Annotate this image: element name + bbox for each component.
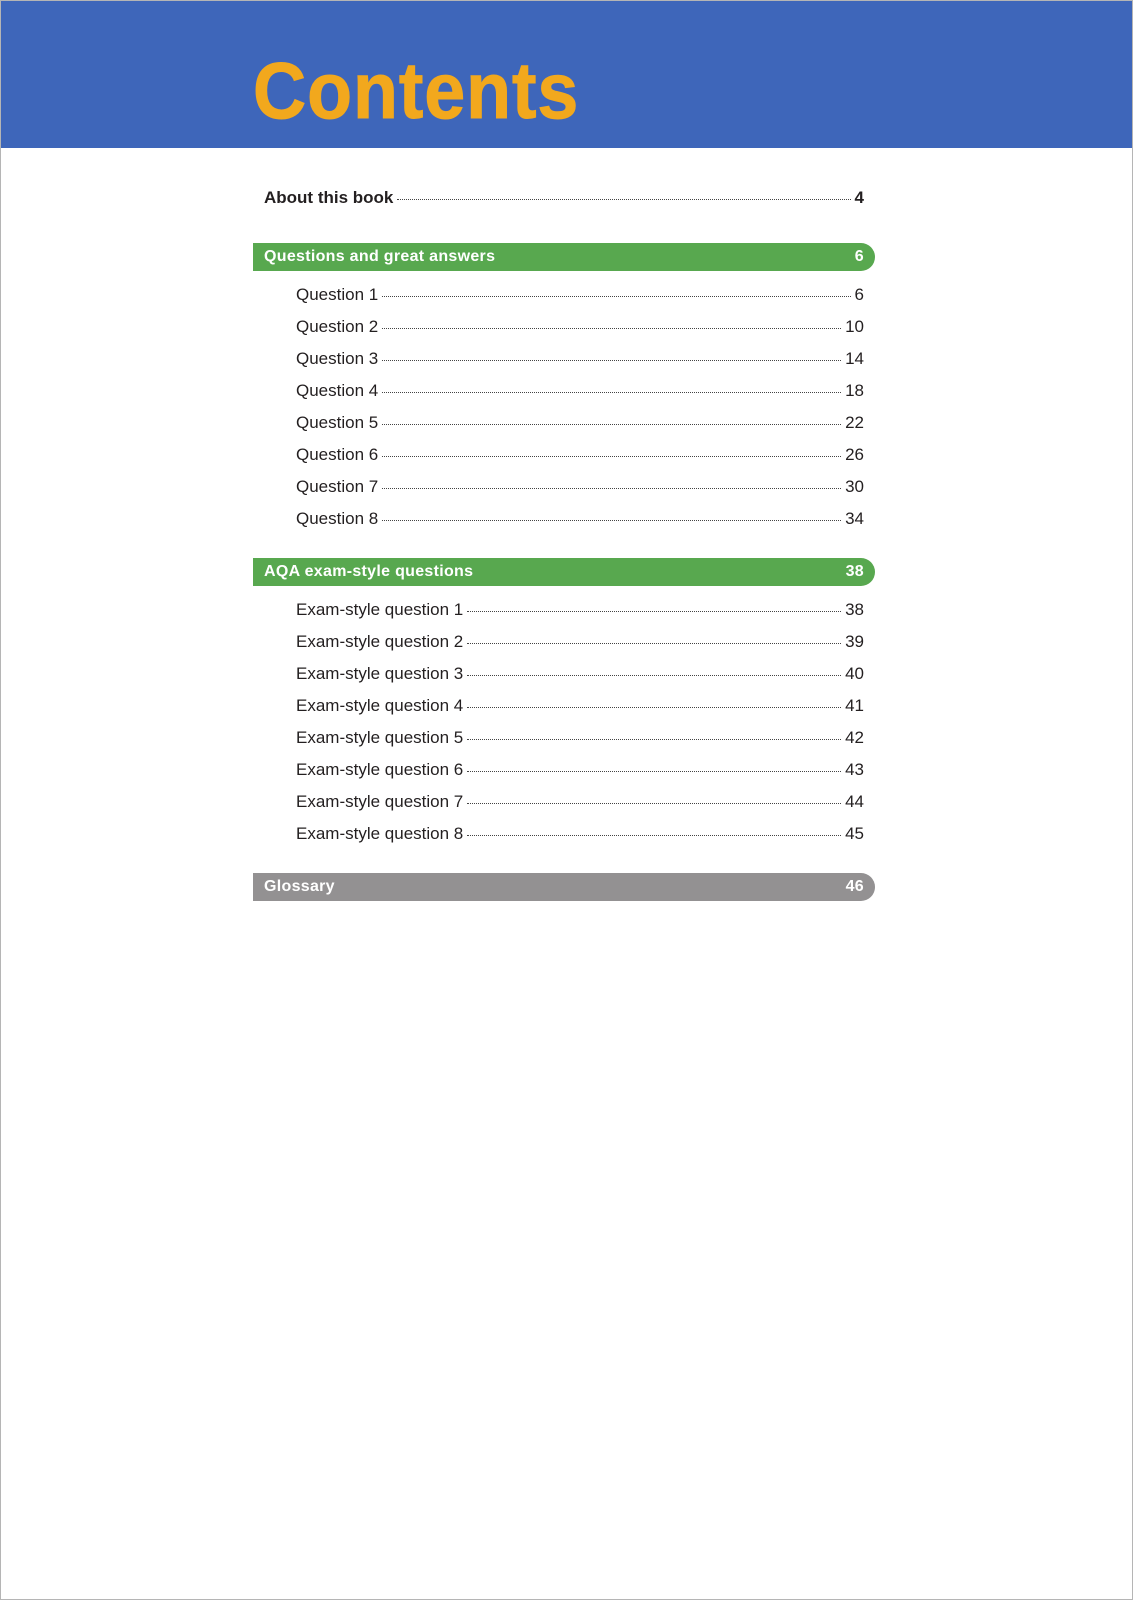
toc-entry-label: About this book (264, 188, 394, 207)
toc-entry[interactable] (253, 663, 875, 685)
dot-leader (467, 803, 841, 804)
section-items-exam-style (253, 599, 875, 845)
toc-entry[interactable] (253, 348, 875, 370)
dot-leader (382, 520, 841, 521)
dot-leader (382, 424, 841, 425)
dot-leader (467, 643, 841, 644)
toc-entry-label: Question 3 (296, 349, 379, 368)
dot-leader (382, 328, 841, 329)
toc-page-number: 22 (845, 413, 864, 432)
toc-page-number: 38 (845, 600, 864, 619)
toc-page-number: 41 (845, 696, 864, 715)
toc-entry-label: Exam-style question 5 (296, 728, 464, 747)
section-bar-glossary[interactable] (253, 873, 875, 901)
toc-entry[interactable] (253, 444, 875, 466)
toc-page-number: 4 (854, 188, 864, 207)
toc-entry[interactable] (253, 412, 875, 434)
toc-entry-label: Question 1 (296, 285, 379, 304)
toc-entry[interactable] (253, 599, 875, 621)
dot-leader (467, 675, 841, 676)
dot-leader (382, 296, 850, 297)
toc-page-number: 18 (845, 381, 864, 400)
toc-entry[interactable] (253, 476, 875, 498)
toc-page-number: 42 (845, 728, 864, 747)
dot-leader (382, 360, 841, 361)
dot-leader (467, 611, 841, 612)
toc-page-number: 14 (845, 349, 864, 368)
dot-leader (382, 488, 841, 489)
toc-entry[interactable] (253, 284, 875, 306)
section-items-questions (253, 284, 875, 530)
toc-entry-label: Question 7 (296, 477, 379, 496)
section-title: Questions and great answers (264, 248, 496, 265)
toc-entry-label: Question 4 (296, 381, 379, 400)
toc-page-number: 40 (845, 664, 864, 683)
toc-entry[interactable] (253, 316, 875, 338)
toc-page-number: 10 (845, 317, 864, 336)
toc-entry[interactable] (253, 508, 875, 530)
page-title: Contents (253, 46, 580, 135)
toc-entry-label: Exam-style question 1 (296, 600, 464, 619)
toc-entry-label: Exam-style question 3 (296, 664, 464, 683)
toc-page-number: 43 (845, 760, 864, 779)
toc-entry-label: Exam-style question 6 (296, 760, 464, 779)
toc-entry-label: Question 6 (296, 445, 379, 464)
dot-leader (397, 199, 850, 200)
toc-entry-label: Exam-style question 2 (296, 632, 464, 651)
toc-entry-label: Exam-style question 7 (296, 792, 464, 811)
toc-entry[interactable] (253, 791, 875, 813)
contents-header-band (1, 1, 1132, 148)
toc-page-number: 44 (845, 792, 864, 811)
toc-entry[interactable] (253, 380, 875, 402)
section-bar-aqa-exam-style-questions[interactable] (253, 558, 875, 586)
dot-leader (467, 707, 841, 708)
toc-entry[interactable] (253, 759, 875, 781)
dot-leader (467, 835, 841, 836)
toc-entry-label: Question 5 (296, 413, 379, 432)
toc-entry[interactable] (253, 631, 875, 653)
toc-page-number: 34 (845, 509, 864, 528)
toc-entry-label: Exam-style question 8 (296, 824, 464, 843)
table-of-contents (253, 187, 875, 901)
toc-page-number: 30 (845, 477, 864, 496)
toc-entry[interactable] (253, 695, 875, 717)
toc-entry[interactable] (253, 727, 875, 749)
toc-page-number: 6 (854, 285, 864, 304)
toc-entry-label: Question 8 (296, 509, 379, 528)
section-page-number: 6 (854, 248, 864, 265)
toc-page-number: 26 (845, 445, 864, 464)
toc-entry[interactable] (253, 823, 875, 845)
dot-leader (382, 392, 841, 393)
toc-entry-label: Question 2 (296, 317, 379, 336)
toc-page-number: 45 (845, 824, 864, 843)
section-bar-questions-and-great-answers[interactable] (253, 243, 875, 271)
toc-entry-about[interactable] (253, 187, 875, 209)
dot-leader (382, 456, 841, 457)
dot-leader (467, 739, 841, 740)
section-title: AQA exam-style questions (264, 563, 474, 580)
toc-entry-label: Exam-style question 4 (296, 696, 464, 715)
section-title: Glossary (264, 878, 335, 895)
dot-leader (467, 771, 841, 772)
section-page-number: 38 (845, 563, 864, 580)
toc-page-number: 39 (845, 632, 864, 651)
section-page-number: 46 (845, 878, 864, 895)
